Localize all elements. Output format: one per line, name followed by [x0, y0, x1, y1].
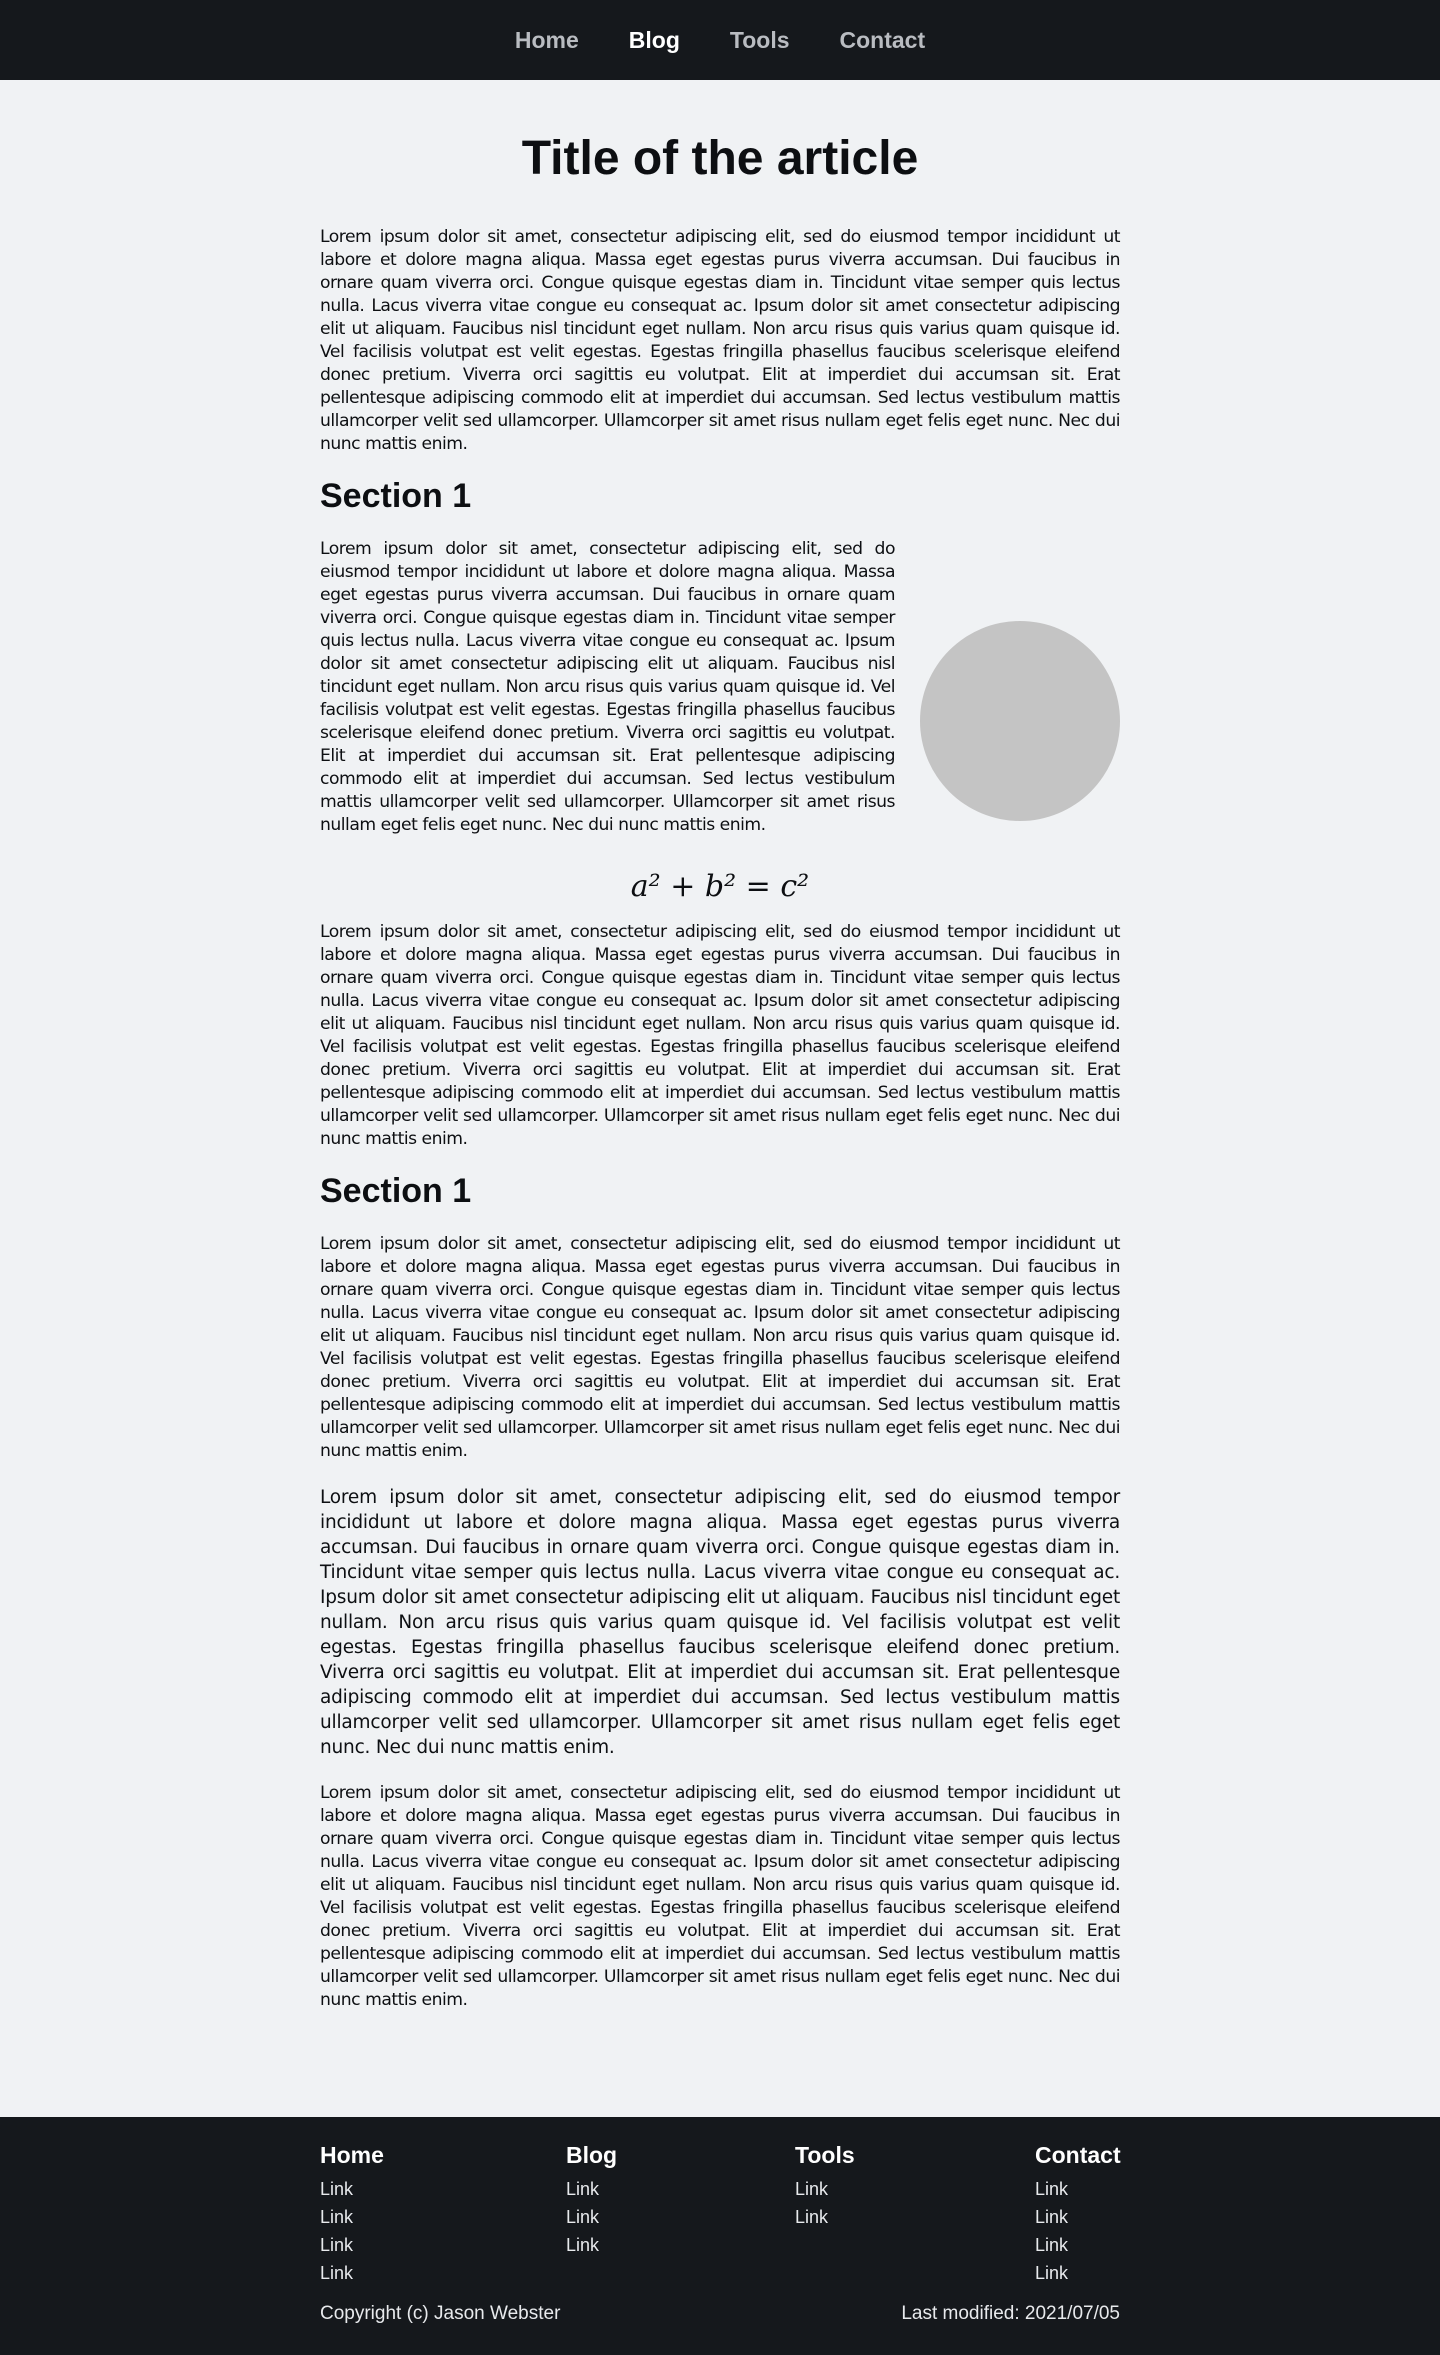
footer-column-tools — [795, 2141, 855, 2231]
footer-link[interactable]: Link — [320, 2179, 354, 2199]
intro-paragraph: Lorem ipsum dolor sit amet, consectetur adipiscing elit, sed do eiusmod tempor incididunt ut labore et dolore magna aliqua. Massa eget egestas purus viverra accumsan. Dui faucibus in ornare quam viverra orci. Congue quisque egestas diam in. Tincidunt vitae semper quis lectus nulla. Lacus viverra vitae congue eu consequat ac. Ipsum dolor sit amet consectetur adipiscing elit ut aliquam. Faucibus nisl tincidunt eget nullam. Non arcu risus quis varius quam quisque id. Vel facilisis volutpat est velit egestas. Egestas fringilla phasellus faucibus scelerisque eleifend donec pretium. Viverra orci sagittis eu volutpat. Elit at imperdiet dui accumsan sit. Erat pellentesque adipiscing commodo elit at imperdiet dui accumsan. Sed lectus vestibulum mattis ullamcorper velit sed ullamcorper. Ullamcorper sit amet risus nullam eget felis eget nunc. Nec dui nunc mattis enim. — [320, 227, 1120, 454]
section-paragraph: Lorem ipsum dolor sit amet, consectetur adipiscing elit, sed do eiusmod tempor incididunt ut labore et dolore magna aliqua. Massa eget egestas purus viverra accumsan. Dui faucibus in ornare quam viverra orci. Congue quisque egestas diam in. Tincidunt vitae semper quis lectus nulla. Lacus viverra vitae congue eu consequat ac. Ipsum dolor sit amet consectetur adipiscing elit ut aliquam. Faucibus nisl tincidunt eget nullam. Non arcu risus quis varius quam quisque id. Vel facilisis volutpat est velit egestas. Egestas fringilla phasellus faucibus scelerisque eleifend donec pretium. Viverra orci sagittis eu volutpat. Elit at imperdiet dui accumsan sit. Erat pellentesque adipiscing commodo elit at imperdiet dui accumsan. Sed lectus vestibulum mattis ullamcorper velit sed ullamcorper. Ullamcorper sit amet risus nullam eget felis eget nunc. Nec dui nunc mattis enim. — [320, 539, 895, 835]
footer-heading: Contact — [1035, 2142, 1121, 2168]
nav-home-link[interactable]: Home — [514, 26, 579, 53]
footer-link[interactable]: Link — [1035, 2179, 1069, 2199]
copyright-text: Copyright (c) Jason Webster — [320, 2303, 561, 2324]
footer-heading: Blog — [566, 2142, 618, 2168]
section-paragraph: Lorem ipsum dolor sit amet, consectetur adipiscing elit, sed do eiusmod tempor incididunt ut labore et dolore magna aliqua. Massa eget egestas purus viverra accumsan. Dui faucibus in ornare quam viverra orci. Congue quisque egestas diam in. Tincidunt vitae semper quis lectus nulla. Lacus viverra vitae congue eu consequat ac. Ipsum dolor sit amet consectetur adipiscing elit ut aliquam. Faucibus nisl tincidunt eget nullam. Non arcu risus quis varius quam quisque id. Vel facilisis volutpat est velit egestas. Egestas fringilla phasellus faucibus scelerisque eleifend donec pretium. Viverra orci sagittis eu volutpat. Elit at imperdiet dui accumsan sit. Erat pellentesque adipiscing commodo elit at imperdiet dui accumsan. Sed lectus vestibulum mattis ullamcorper velit sed ullamcorper. Ullamcorper sit amet risus nullam eget felis eget nunc. Nec dui nunc mattis enim. — [320, 1487, 1120, 1758]
section-heading: Section 1 — [320, 1172, 472, 1210]
footer-link[interactable]: Link — [795, 2179, 829, 2199]
footer — [0, 2117, 1440, 2355]
section-paragraph: Lorem ipsum dolor sit amet, consectetur adipiscing elit, sed do eiusmod tempor incididunt ut labore et dolore magna aliqua. Massa eget egestas purus viverra accumsan. Dui faucibus in ornare quam viverra orci. Congue quisque egestas diam in. Tincidunt vitae semper quis lectus nulla. Lacus viverra vitae congue eu consequat ac. Ipsum dolor sit amet consectetur adipiscing elit ut aliquam. Faucibus nisl tincidunt eget nullam. Non arcu risus quis varius quam quisque id. Vel facilisis volutpat est velit egestas. Egestas fringilla phasellus faucibus scelerisque eleifend donec pretium. Viverra orci sagittis eu volutpat. Elit at imperdiet dui accumsan sit. Erat pellentesque adipiscing commodo elit at imperdiet dui accumsan. Sed lectus vestibulum mattis ullamcorper velit sed ullamcorper. Ullamcorper sit amet risus nullam eget felis eget nunc. Nec dui nunc mattis enim. — [320, 922, 1120, 1149]
section-text-with-image — [320, 538, 1120, 837]
footer-link[interactable]: Link — [1035, 2235, 1069, 2255]
footer-link[interactable]: Link — [1035, 2207, 1069, 2227]
footer-heading: Tools — [795, 2142, 855, 2168]
section-paragraph: Lorem ipsum dolor sit amet, consectetur adipiscing elit, sed do eiusmod tempor incididunt ut labore et dolore magna aliqua. Massa eget egestas purus viverra accumsan. Dui faucibus in ornare quam viverra orci. Congue quisque egestas diam in. Tincidunt vitae semper quis lectus nulla. Lacus viverra vitae congue eu consequat ac. Ipsum dolor sit amet consectetur adipiscing elit ut aliquam. Faucibus nisl tincidunt eget nullam. Non arcu risus quis varius quam quisque id. Vel facilisis volutpat est velit egestas. Egestas fringilla phasellus faucibus scelerisque eleifend donec pretium. Viverra orci sagittis eu volutpat. Elit at imperdiet dui accumsan sit. Erat pellentesque adipiscing commodo elit at imperdiet dui accumsan. Sed lectus vestibulum mattis ullamcorper velit sed ullamcorper. Ullamcorper sit amet risus nullam eget felis eget nunc. Nec dui nunc mattis enim. — [320, 1234, 1120, 1461]
image-placeholder — [920, 621, 1120, 821]
footer-link[interactable]: Link — [566, 2179, 600, 2199]
footer-column-blog — [566, 2141, 617, 2259]
section-paragraph: Lorem ipsum dolor sit amet, consectetur adipiscing elit, sed do eiusmod tempor incididunt ut labore et dolore magna aliqua. Massa eget egestas purus viverra accumsan. Dui faucibus in ornare quam viverra orci. Congue quisque egestas diam in. Tincidunt vitae semper quis lectus nulla. Lacus viverra vitae congue eu consequat ac. Ipsum dolor sit amet consectetur adipiscing elit ut aliquam. Faucibus nisl tincidunt eget nullam. Non arcu risus quis varius quam quisque id. Vel facilisis volutpat est velit egestas. Egestas fringilla phasellus faucibus scelerisque eleifend donec pretium. Viverra orci sagittis eu volutpat. Elit at imperdiet dui accumsan sit. Erat pellentesque adipiscing commodo elit at imperdiet dui accumsan. Sed lectus vestibulum mattis ullamcorper velit sed ullamcorper. Ullamcorper sit amet risus nullam eget felis eget nunc. Nec dui nunc mattis enim. — [320, 1783, 1120, 2010]
section-heading: Section 1 — [320, 477, 472, 515]
footer-link[interactable]: Link — [320, 2263, 354, 2283]
footer-column-home — [320, 2141, 384, 2287]
footer-column-contact — [1035, 2141, 1121, 2287]
footer-link[interactable]: Link — [795, 2207, 829, 2227]
footer-link[interactable]: Link — [566, 2235, 600, 2255]
nav-blog-link[interactable]: Blog — [628, 26, 680, 53]
article — [320, 80, 1120, 2030]
nav-tools-link[interactable]: Tools — [729, 26, 790, 53]
footer-link[interactable]: Link — [320, 2207, 354, 2227]
footer-link[interactable]: Link — [320, 2235, 354, 2255]
nav-contact-link[interactable]: Contact — [839, 26, 926, 53]
top-nav — [0, 0, 1440, 80]
last-modified-text: Last modified: 2021/07/05 — [901, 2303, 1120, 2324]
footer-link[interactable]: Link — [566, 2207, 600, 2227]
footer-bottom — [320, 2303, 1120, 2325]
equation: a² + b² = c² — [630, 869, 810, 904]
footer-heading: Home — [320, 2142, 384, 2168]
footer-link[interactable]: Link — [1035, 2263, 1069, 2283]
article-title: Title of the article — [521, 132, 919, 185]
